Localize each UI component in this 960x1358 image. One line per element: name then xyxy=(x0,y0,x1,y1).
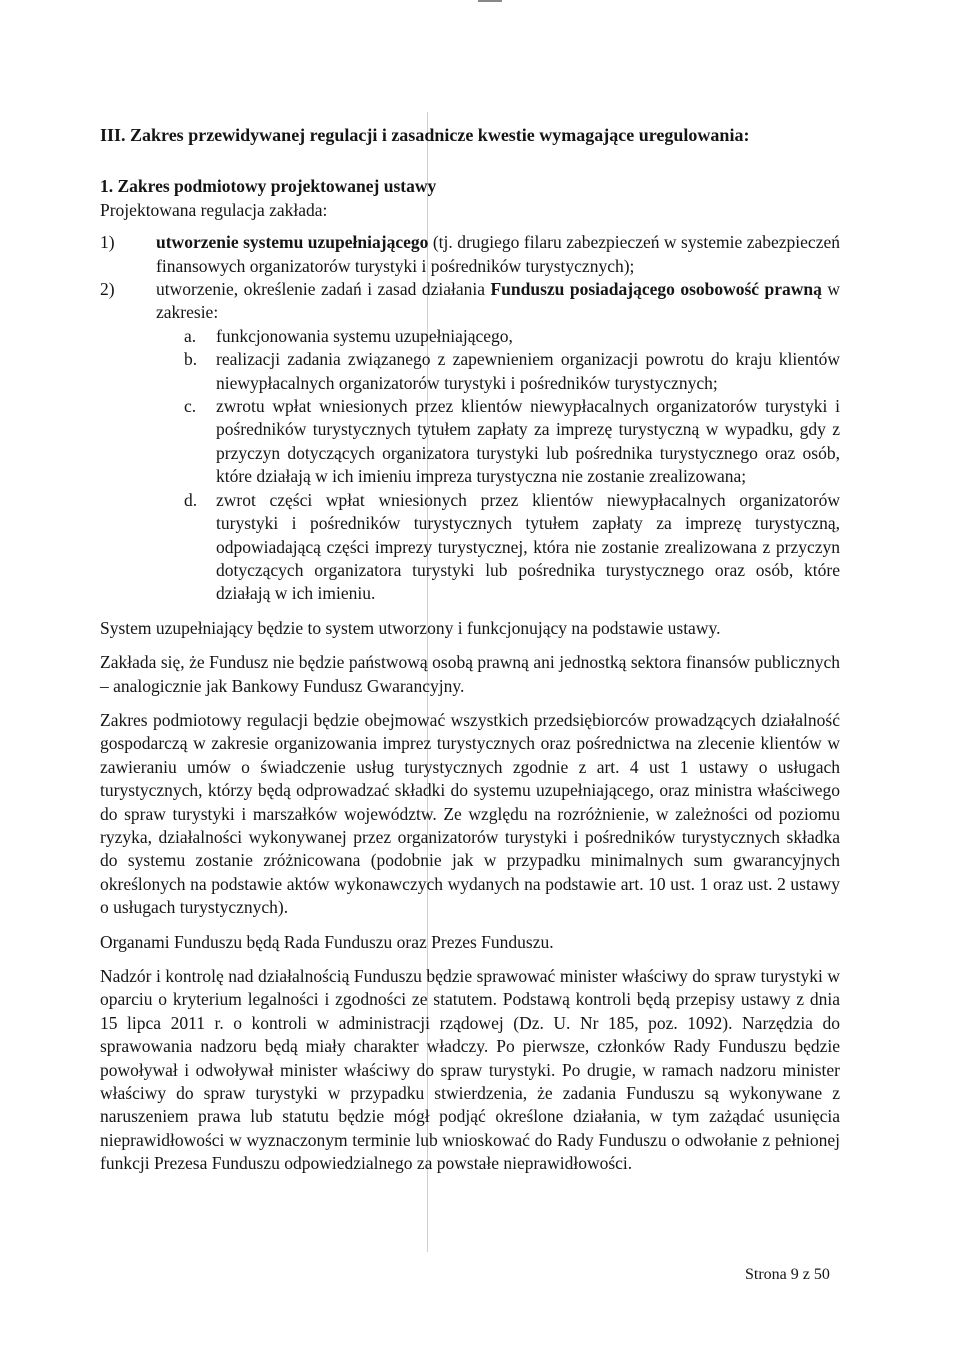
list-item-text: (tj. drugiego filaru zabezpieczeń w systemie zabezpieczeń finansowych organizatorów turystyki i pośredników turystycznych); xyxy=(156,232,840,276)
list-item-1 xyxy=(100,231,840,278)
sublist-item-d xyxy=(184,489,840,606)
numbered-list xyxy=(100,231,840,325)
page-content xyxy=(100,124,840,1176)
sublist-item-a xyxy=(184,325,840,348)
list-number: 1) xyxy=(100,232,115,253)
paragraph-fund-status: Zakłada się, że Fundusz nie będzie państwową osobą prawną ani jednostką sektora finansów publicznych – analogicznie jak Bankowy Fundusz Gwarancyjny. xyxy=(100,652,840,696)
list-item-2 xyxy=(100,278,840,325)
sublist-letter: a. xyxy=(184,325,197,346)
page-number: Strona 9 z 50 xyxy=(745,1266,830,1283)
paragraph-supervision: Nadzór i kontrolę nad działalnością Funduszu będzie sprawować minister właściwy do spraw turystyki w oparciu o kryterium legalności i zgodności ze statutem. Podstawą kontroli będą przepisy ustawy z dnia 15 lipca 2011 r. o kontroli w administracji rządowej (Dz. U. Nr 185, poz. 1092). Narzędzia do sprawowania nadzoru będą miały charakter władczy. Po pierwsze, członków Rady Funduszu będzie powoływał i odwoływał minister właściwy do spraw turystyki. Po drugie, w ramach nadzoru minister właściwy do spraw turystyki w przypadku stwierdzenia, że zadania Funduszu są wykonywane z naruszeniem prawa lub statutu będzie mógł podjąć określone działania, w tym zażądać usunięcia nieprawidłowości w wyznaczonym terminie lub wnioskować do Rady Funduszu o odwołanie z pełnionej funkcji Prezesa Funduszu odpowiedzialnego za powstałe nieprawidłowości. xyxy=(100,966,840,1174)
paragraph-system: System uzupełniający będzie to system utworzony i funkcjonujący na podstawie ustawy. xyxy=(100,617,721,638)
subsection-title: 1. Zakres podmiotowy projektowanej ustawy xyxy=(100,176,437,197)
section-title: III. Zakres przewidywanej regulacji i zasadnicze kwestie wymagające uregulowania: xyxy=(100,125,750,145)
intro-text: Projektowana regulacja zakłada: xyxy=(100,199,328,220)
sublist-item-b xyxy=(184,348,840,395)
top-edge-mark xyxy=(478,0,502,2)
sublist-text: zwrot części wpłat wniesionych przez klientów niewypłacalnych organizatorów turystyki i pośredników turystycznych tytułem zapłaty za imprezę turystyczną, odpowiadającą części imprezy turystycznej, która nie zostanie zrealizowana z przyczyn dotyczących organizatora turystyki lub pośrednika turystycznego oraz osób, które działają w ich imieniu. xyxy=(216,489,840,604)
paragraph-scope: Zakres podmiotowy regulacji będzie obejmować wszystkich przedsiębiorców prowadzących działalność gospodarczą w zakresie organizowania imprez turystycznych oraz pośrednictwa na zlecenie klientów w zawieraniu umów o świadczenie usług turystycznych zgodnie z art. 4 ust 1 ustawy o usługach turystycznych, którzy będą odprowadzać składki do systemu uzupełniającego, oraz ministra właściwego do spraw turystyki i marszałków województw. Ze względu na rozróżnienie, w zależności od poziomu ryzyka, działalności wykonywanej przez organizatorów turystyki i pośredników turystycznych składka do systemu zostanie zróżnicowana (podobnie jak w przypadku minimalnych sum gwarancyjnych określonych na podstawie aktów wykonawczych wydanych na podstawie art. 10 ust. 1 oraz ust. 2 ustawy o usługach turystycznych). xyxy=(100,709,840,918)
list-item-bold: utworzenie systemu uzupełniającego xyxy=(156,232,429,253)
lettered-sublist xyxy=(184,325,840,606)
sublist-letter: c. xyxy=(184,396,197,417)
list-number: 2) xyxy=(100,279,115,300)
list-item-text: w zakresie: xyxy=(156,279,841,323)
sublist-text: realizacji zadania związanego z zapewnieniem organizacji powrotu do kraju klientów niewypłacalnych organizatorów turystyki i pośredników turystycznych; xyxy=(216,349,840,393)
list-item-text: utworzenie, określenie zadań i zasad działania xyxy=(156,279,491,300)
paragraph-organs: Organami Funduszu będą Rada Funduszu oraz Prezes Funduszu. xyxy=(100,931,554,952)
sublist-letter: d. xyxy=(184,489,198,510)
sublist-letter: b. xyxy=(184,349,198,370)
sublist-item-c xyxy=(184,395,840,489)
list-item-bold: Funduszu posiadającego osobowość prawną xyxy=(490,279,822,300)
sublist-text: funkcjonowania systemu uzupełniającego, xyxy=(216,325,513,346)
sublist-text: zwrotu wpłat wniesionych przez klientów niewypłacalnych organizatorów turystyki i pośredników turystycznych tytułem zapłaty za imprezę turystyczną w wypadku, gdy z przyczyn dotyczących organizatora turystyki lub pośrednika turystycznego oraz osób, które działają w ich imieniu impreza turystyczna nie zostanie zrealizowana; xyxy=(216,396,840,487)
